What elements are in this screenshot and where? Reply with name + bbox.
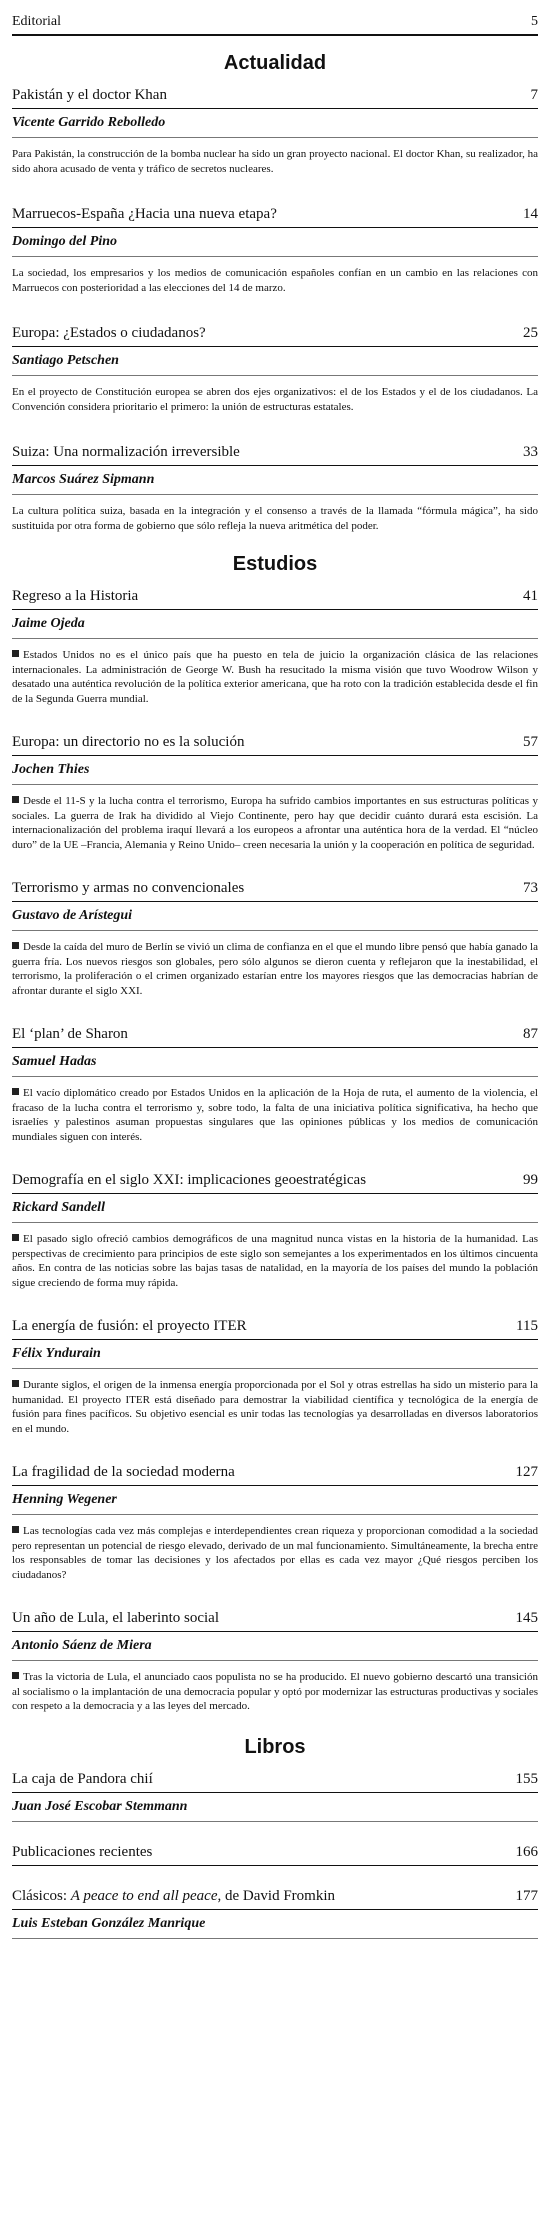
- entry-author: Antonio Sáenz de Miera: [12, 1632, 538, 1661]
- entry-page-number: 25: [523, 325, 538, 341]
- entry-abstract-text: Desde el 11-S y la lucha contra el terrorismo, Europa ha sufrido cambios importantes en sus estructuras políticas y sociales. La guerra de Irak ha dividido al Viejo Continente, pero hay que decidir cuánto durará esta escisión. La internacionalización del problema iraquí llevará a los europeos a afrontar una auténtica hora de la verdad. El “núcleo duro” de la UE –Francia, Alemania y Reino Unido– creen necesaria la unión y la cooperación en política de seguridad.: [12, 795, 538, 851]
- toc-entry[interactable]: [12, 880, 538, 998]
- entry-title: Publicaciones recientes: [12, 1843, 153, 1860]
- entry-abstract-text: Desde la caída del muro de Berlín se vivió un clima de confianza en el que el mundo libre pensó que había ganado la guerra fría. Los nuevos riesgos son globales, pero sólo algunos se dieron cuenta y reflejaron que la inestabilidad, el terrorismo, la proliferación o el crimen organizado estarían entre los mayores riesgos que las democracias habrían de afrontar durante el siglo XXI.: [12, 941, 538, 997]
- entry-heading: [12, 444, 538, 466]
- entry-title: Demografía en el siglo XXI: implicaciones geoestratégicas: [12, 1172, 367, 1188]
- entry-abstract: [12, 1077, 538, 1144]
- toc-entry[interactable]: [12, 1318, 538, 1436]
- entry-title: La fragilidad de la sociedad moderna: [12, 1464, 235, 1480]
- section-title-estudios: Estudios: [232, 553, 318, 575]
- entry-title: Pakistán y el doctor Khan: [12, 87, 167, 103]
- section-title-actualidad: Actualidad: [223, 52, 327, 74]
- entry-title: La caja de Pandora chií: [12, 1770, 153, 1787]
- entry-abstract: En el proyecto de Constitución europea se abren dos ejes organizativos: el de los Estados y el de los ciudadanos. La Convención considera prioritario el primero: la unión de estructuras estatales.: [12, 386, 538, 413]
- bullet-square-icon: [12, 942, 19, 949]
- bullet-square-icon: [12, 1672, 19, 1679]
- entry-title: Europa: un directorio no es la solución: [12, 734, 245, 750]
- entry-abstract: [12, 1369, 538, 1436]
- entry-title-suffix: , de David Fromkin: [217, 1887, 335, 1904]
- entry-title-prefix: Clásicos:: [12, 1887, 71, 1904]
- entry-heading: [12, 1610, 538, 1632]
- entry-abstract: [12, 1661, 538, 1714]
- toc-entry[interactable]: [12, 1464, 538, 1582]
- entry-author: Henning Wegener: [12, 1486, 538, 1515]
- entry-page-number: 127: [515, 1464, 538, 1480]
- entry-abstract: La sociedad, los empresarios y los medios de comunicación españoles confían en un cambio en las relaciones con Marruecos con posterioridad a las elecciones del 14 de marzo.: [12, 267, 538, 294]
- bullet-square-icon: [12, 1234, 19, 1241]
- entry-heading: [12, 1172, 538, 1194]
- entry-author: Gustavo de Arístegui: [12, 902, 538, 931]
- entry-heading: [12, 87, 538, 109]
- running-head-label: Editorial: [12, 14, 61, 29]
- entry-title: Regreso a la Historia: [12, 588, 139, 604]
- entry-abstract: [12, 1515, 538, 1582]
- entry-page-number: 145: [515, 1610, 538, 1626]
- entry-author: Luis Esteban González Manrique: [12, 1910, 538, 1939]
- toc-entry[interactable]: [12, 87, 538, 176]
- entry-title: Un año de Lula, el laberinto social: [12, 1610, 220, 1626]
- entry-author: Jaime Ojeda: [12, 610, 538, 639]
- entry-title: El ‘plan’ de Sharon: [12, 1026, 128, 1042]
- toc-entry[interactable]: [12, 734, 538, 852]
- entry-abstract-text: El pasado siglo ofreció cambios demográficos de una magnitud nunca vistas en la historia de la humanidad. Las perspectivas de crecimiento para principios de este siglo son semejantes a los experimentados en los últimos cincuenta años. En contra de las noticias sobre las bajas tasas de natalidad, en la mayoría de los países del mundo la población sigue creciendo de forma muy rápida.: [12, 1233, 538, 1289]
- toc-entry[interactable]: [12, 1888, 538, 1939]
- toc-entry[interactable]: [12, 1026, 538, 1144]
- entry-page-number: 33: [523, 444, 538, 460]
- entry-title: La energía de fusión: el proyecto ITER: [12, 1318, 247, 1334]
- entry-abstract: [12, 639, 538, 706]
- entry-author: Félix Yndurain: [12, 1340, 538, 1369]
- entry-page-number: 73: [523, 880, 538, 896]
- entry-page-number: 14: [523, 206, 538, 222]
- entry-author: Vicente Garrido Rebolledo: [12, 109, 538, 138]
- entry-heading: [12, 1844, 538, 1866]
- entry-title: Terrorismo y armas no convencionales: [12, 880, 245, 896]
- entry-heading: [12, 734, 538, 756]
- entry-page-number: 177: [515, 1887, 538, 1904]
- entry-heading: [12, 1026, 538, 1048]
- bullet-square-icon: [12, 1526, 19, 1533]
- toc-entry[interactable]: [12, 588, 538, 706]
- entry-page-number: 166: [515, 1843, 538, 1860]
- toc-entry[interactable]: [12, 1771, 538, 1822]
- entry-author: Samuel Hadas: [12, 1048, 538, 1077]
- entry-heading: [12, 1771, 538, 1793]
- entry-title: Europa: ¿Estados o ciudadanos?: [12, 325, 206, 341]
- entry-heading: [12, 325, 538, 347]
- entry-abstract: [12, 931, 538, 998]
- entry-abstract-text: Tras la victoria de Lula, el anunciado caos populista no se ha producido. El nuevo gobierno descartó una transición al socialismo o la implantación de una democracia popular y optó por modernizar las estructuras productivas y sociales con respeto a la democracia y a las leyes del mercado.: [12, 1671, 538, 1712]
- entry-abstract-text: El vacío diplomático creado por Estados Unidos en la aplicación de la Hoja de ruta, el aumento de la violencia, el fracaso de la lucha contra el terrorismo y, sobre todo, la falta de una iniciativa política significativa, ha hecho que israelíes y palestinos asuman propuestas singulares que las opiniones públicas y los medios de comunicación mundiales siguen con interés.: [12, 1087, 538, 1143]
- entry-author: Santiago Petschen: [12, 347, 538, 376]
- entry-author: Marcos Suárez Sipmann: [12, 466, 538, 495]
- entry-page-number: 115: [516, 1318, 538, 1334]
- entry-abstract-text: Las tecnologías cada vez más complejas e interdependientes crean riqueza y proporcionan comodidad a la sociedad pero representan un potencial de riesgo elevado, derivado de un mal funcionamiento. Simultáneamente, la brecha entre los responsables de tomar las decisiones y los afectados por ellas es cada vez mayor ¿Qué riesgos perciben los ciudadanos?: [12, 1525, 538, 1581]
- entry-abstract: Para Pakistán, la construcción de la bomba nuclear ha sido un gran proyecto nacional. El doctor Khan, su realizador, ha sido ahora acusado de venta y tráfico de secretos nucleares.: [12, 148, 538, 175]
- toc-entry[interactable]: [12, 1610, 538, 1714]
- entry-title: Marruecos-España ¿Hacia una nueva etapa?: [12, 206, 277, 222]
- entry-author: Jochen Thies: [12, 756, 538, 785]
- section-title-libros: Libros: [244, 1735, 306, 1758]
- bullet-square-icon: [12, 1088, 19, 1095]
- entry-page-number: 41: [523, 588, 538, 604]
- entry-author: Domingo del Pino: [12, 228, 538, 257]
- entry-author: Juan José Escobar Stemmann: [12, 1793, 538, 1822]
- entry-page-number: 57: [523, 734, 538, 750]
- entry-abstract-text: Durante siglos, el origen de la inmensa energía proporcionada por el Sol y otras estrellas ha sido un misterio para la humanidad. El proyecto ITER está diseñado para demostrar la viabilidad científica y tecnológica de la energía de fusión para fines pacíficos. Su objetivo esencial es unir todas las tecnologías ya desarrolladas en diversos laboratorios en el mundo.: [12, 1379, 538, 1435]
- bullet-square-icon: [12, 650, 19, 657]
- entry-page-number: 155: [515, 1770, 538, 1787]
- running-head: [12, 0, 538, 36]
- entry-title-italic: A peace to end all peace: [70, 1887, 218, 1904]
- entry-heading: [12, 1888, 538, 1910]
- entry-author: Rickard Sandell: [12, 1194, 538, 1223]
- entry-abstract-text: Estados Unidos no es el único país que ha puesto en tela de juicio la organización clásica de las relaciones internacionales. La administración de George W. Bush ha resucitado la misma visión que tuvo Woodrow Wilson y desatado una auténtica revolución de la política exterior americana, que ha roto con la tradición establecida desde el fin de la Segunda Guerra mundial.: [12, 649, 538, 705]
- entry-title: [12, 1888, 516, 1905]
- toc-entry[interactable]: [12, 1172, 538, 1290]
- bullet-square-icon: [12, 796, 19, 803]
- entry-heading: [12, 1318, 538, 1340]
- bullet-square-icon: [12, 1380, 19, 1387]
- entry-heading: [12, 206, 538, 228]
- entry-heading: [12, 588, 538, 610]
- toc-entry[interactable]: [12, 206, 538, 295]
- entry-title: Suiza: Una normalización irreversible: [12, 444, 240, 460]
- entry-heading: [12, 1464, 538, 1486]
- toc-entry[interactable]: [12, 325, 538, 414]
- toc-entry[interactable]: [12, 1844, 538, 1866]
- entry-page-number: 7: [530, 87, 538, 103]
- entry-page-number: 99: [523, 1172, 538, 1188]
- entry-page-number: 87: [523, 1026, 538, 1042]
- running-head-page-number: 5: [531, 14, 538, 29]
- entry-heading: [12, 880, 538, 902]
- entry-abstract: [12, 1223, 538, 1290]
- entry-abstract: [12, 785, 538, 852]
- toc-entry[interactable]: [12, 444, 538, 533]
- entry-abstract: La cultura política suiza, basada en la integración y el consenso a través de la llamada “fórmula mágica”, ha sido sustituida por otra forma de gobierno que sólo refleja la nueva aritmética del poder.: [12, 505, 538, 532]
